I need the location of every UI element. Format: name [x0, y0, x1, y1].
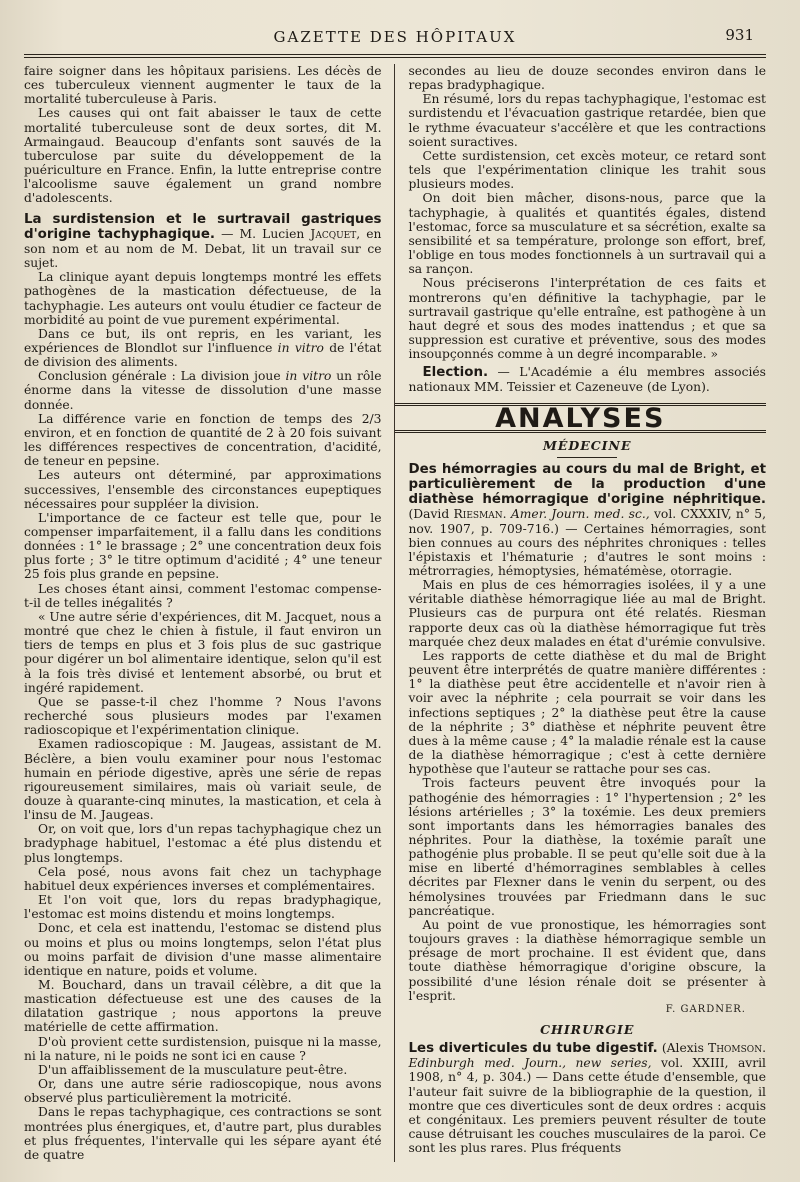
- analyses-section: [395, 403, 767, 433]
- author-name: Thomson: [708, 1041, 763, 1056]
- paragraph: Mais en plus de ces hémorragies isolées, il y a une véritable diathèse hémorragique liée au mal de Bright. Plusieurs cas de purpura ont été relatés. Riesman rapporte deux cas où la diathèse hémorragique fut très marquée chez deux malades en état d'urémie convulsive.: [408, 578, 766, 649]
- paragraph: Trois facteurs peuvent être invoqués pour la pathogénie des hémorragies : 1° l'hypertension ; 2° les lésions artérielles ; 3° la toxémie. Les deux premiers sont importants dans les hémorragies banales des néphrites. Pour la diathèse, la toxémie paraît une pathogénie plus probable. Il se peut qu'elle soit due à la mise en liberté d'hémorragines semblables à celles décrites par Flexner dans le venin du serpent, ou des hémolysines trouvées par Friedmann dans le suc pancréatique.: [408, 776, 766, 918]
- paragraph: Les rapports de cette diathèse et du mal de Bright peuvent être interprétés de quatre manière différentes : 1° la diathèse peut être accidentelle et n'avoir rien à voir avec la néphrite ; cela pourrait se voir dans les infections septiques ; 2° la diathèse peut être la cause de la néphrite ; 3° diathèse et néphrite peuvent être dues à la même cause ; 4° la maladie rénale est la cause de la diathèse hémorragique ; c'est à cette dernière hypothèse que l'auteur se rattache pour ses cas.: [408, 648, 766, 777]
- page-number: 931: [725, 26, 754, 44]
- article-title: Des hémorragies au cours du mal de Bright, et particulièrement de la production d'une diathèse hémorragique d'origine néphritique.: [408, 461, 766, 508]
- author-name: Riesman: [453, 507, 503, 522]
- columns: [24, 64, 766, 1162]
- paragraph: Au point de vue pronostique, les hémorragies sont toujours graves : la diathèse hémorragique semble un présage de mort prochaine. Il est évident que, dans toute diathèse hémorragique d'origine obscure, la possibilité d'une lésion rénale doit se présenter à l'esprit.: [408, 917, 766, 1003]
- author-name: Jacquet: [310, 226, 357, 241]
- paragraph: D'où provient cette surdistension, puisque ni la masse, ni la nature, ni le poids ne sont ici en cause ?: [24, 1034, 382, 1063]
- paragraph: M. Bouchard, dans un travail célèbre, a dit que la mastication défectueuse est une des causes de la dilatation gastrique ; nous apportons la preuve matérielle de cette affirmation.: [24, 978, 382, 1035]
- paragraph: Dans ce but, ils ont repris, en les variant, les expériences de Blondlot sur l'influence in vitro de l'état de division des aliments.: [24, 326, 382, 370]
- header-rule-2: [24, 57, 766, 58]
- paragraph: Examen radioscopique : M. Jaugeas, assistant de M. Béclère, a bien voulu examiner pour nous l'estomac humain en période digestive, après une série de repas rigoureusement similaires, mais où variait seule, de douze à quarante-cinq minutes, la mastication, et cela à l'insu de M. Jaugeas.: [24, 737, 382, 823]
- paragraph: D'un affaiblissement de la musculature peut-être.: [38, 1062, 348, 1077]
- subsection-title: MÉDECINE: [543, 437, 632, 453]
- journal-name: Edinburgh med. Journ., new series,: [408, 1056, 652, 1071]
- paragraph: « Une autre série d'expériences, dit M. Jacquet, nous a montré que chez le chien à fistule, il faut environ un tiers de temps en plus et 3 fois plus de suc gastrique pour digérer un bol alimentaire identique, selon qu'il est à la fois très divisé et lentement absorbé, ou brut et ingéré rapidement.: [24, 609, 382, 695]
- paragraph: Les causes qui ont fait abaisser le taux de cette mortalité tuberculeuse sont de deux sortes, dit M. Armaingaud. Beaucoup d'enfants sont sauvés de la tuberculose par suite du développement de la puériculture en France. Enfin, la lutte entreprise contre l'alcoolisme sauve également un grand nombre d'adolescents.: [24, 106, 382, 206]
- journal-name: Amer. Journ. med. sc.,: [510, 507, 650, 522]
- paragraph: Donc, et cela est inattendu, l'estomac se distend plus ou moins et plus ou moins longtemps, selon l'état plus ou moins parfait de division d'une masse alimentaire identique en nature, poids et volume.: [24, 921, 382, 978]
- paragraph: Les auteurs ont déterminé, par approximations successives, l'ensemble des circonstances eupeptiques nécessaires pour suppléer la division.: [24, 468, 382, 511]
- subsection-rule: [557, 457, 617, 458]
- paragraph: Cela posé, nous avons fait chez un tachyphage habituel deux expériences inverses et complémentaires.: [24, 864, 382, 893]
- subsection-title: CHIRURGIE: [540, 1022, 635, 1037]
- article-heading: Les diverticules du tube digestif. (Alexis Thomson. Edinburgh med. Journ., new series, vol. XXIII, avril 1908, n° 4, p. 304.) — Dans cette étude d'ensemble, que l'auteur fait suivre de la bibliographie de la question, il montre que ces diverticules sont de deux ordres : acquis et congénitaux. Les premiers peuvent résulter de toute cause détruisant les couches musculaires de la paroi. Ce sont les plus rares. Plus fréquents: [408, 1041, 766, 1156]
- paragraph: Conclusion générale : La division joue in vitro un rôle énorme dans la vitesse de dissolution d'une masse donnée.: [24, 369, 382, 412]
- paragraph: Nous préciserons l'interprétation de ces faits et montrerons qu'en définitive la tachyphagie, par le surtravail gastrique qu'elle entraîne, est pathogène à un haut degré et sous des modes inattendus ; et que sa suppression est curative et préventive, sous des modes insoupçonnés comme à un degré incomparable. »: [408, 276, 766, 362]
- election-paragraph: Election. — L'Académie a élu membres associés nationaux MM. Teissier et Cazeneuve (de Lyon).: [408, 365, 766, 395]
- paragraph: secondes au lieu de douze secondes environ dans le repas bradyphagique.: [408, 64, 766, 93]
- paragraph: Cette surdistension, cet excès moteur, ce retard sont tels que l'expérimentation clinique les trahit sous plusieurs modes.: [408, 148, 766, 192]
- article-heading: La surdistension et le surtravail gastriques d'origine tachyphagique. — M. Lucien Jacquet, en son nom et au nom de M. Debat, lit un travail sur ce sujet.: [24, 211, 382, 271]
- section-title: ANALYSES: [495, 402, 666, 434]
- article-title: La surdistension et le surtravail gastriques d'origine tachyphagique.: [24, 211, 382, 242]
- paragraph: Que se passe-t-il chez l'homme ? Nous l'avons recherché sous plusieurs modes par l'examen radioscopique et l'expérimentation clinique.: [24, 694, 382, 738]
- article-title: Les diverticules du tube digestif.: [408, 1041, 658, 1057]
- article-heading: Des hémorragies au cours du mal de Bright, et particulièrement de la production d'une diathèse hémorragique d'origine néphritique. (David Riesman. Amer. Journ. med. sc., vol. CXXXIV, n° 5, nov. 1907, p. 709-716.) — Certaines hémorragies, sont bien connues au cours des néphrites chroniques : telles l'épistaxis et l'hématurie ; d'autres le sont moins : métrorragies, hémoptysies, hématémèse, otorragie.: [408, 461, 766, 578]
- paragraph: On doit bien mâcher, disons-nous, parce que la tachyphagie, à qualités et quantités égales, distend l'estomac, force sa musculature et sa sécrétion, exalte sa sensibilité et sa température, prolonge son effort, bref, l'oblige en tous modes fonctionnels à un surtravail qui a sa rançon.: [408, 191, 766, 277]
- paragraph: Or, on voit que, lors d'un repas tachyphagique chez un bradyphage habituel, l'estomac a été plus distendu et plus longtemps.: [24, 822, 382, 865]
- paragraph: Dans le repas tachyphagique, ces contractions se sont montrées plus énergiques, et, d'autre part, plus durables et plus fréquentes, l'intervalle qui les sépare ayant été de quatre: [24, 1105, 382, 1162]
- page-header: [24, 22, 766, 50]
- right-column: [395, 64, 767, 1162]
- paragraph: La clinique ayant depuis longtemps montré les effets pathogènes de la mastication défectueuse, de la tachyphagie. Les auteurs ont voulu étudier ce facteur de morbidité au point de vue purement expérimental.: [24, 270, 382, 327]
- header-rule: [24, 54, 766, 55]
- paragraph: L'importance de ce facteur est telle que, pour le compenser imparfaitement, il a fallu dans les conditions données : 1° le brassage ; 2° une concentration deux fois plus forte ; 3° le titre optimum d'acidité ; 4° une teneur 25 fois plus grande en pepsine.: [24, 510, 382, 582]
- paragraph: faire soigner dans les hôpitaux parisiens. Les décès de ces tuberculeux viennent augmenter le taux de la mortalité tuberculeuse à Paris.: [24, 64, 382, 107]
- paragraph: En résumé, lors du repas tachyphagique, l'estomac est surdistendu et l'évacuation gastrique retardée, bien que le rythme évacuateur s'accélère et que les contractions soient suractives.: [408, 92, 766, 149]
- paragraph: Or, dans une autre série radioscopique, nous avons observé plus particulièrement la motricité.: [24, 1077, 382, 1106]
- paragraph: Et l'on voit que, lors du repas bradyphagique, l'estomac est moins distendu et moins longtemps.: [24, 893, 382, 922]
- election-title: Election.: [422, 365, 489, 381]
- signature: F. GARDNER.: [665, 1003, 746, 1015]
- paragraph: La différence varie en fonction de temps des 2/3 environ, et en fonction de quantité de 2 à 20 fois suivant les différences respectives de concentration, d'acidité, de teneur en pepsine.: [24, 411, 382, 469]
- paragraph: Les choses étant ainsi, comment l'estomac compense-t-il de telles inégalités ?: [24, 581, 382, 610]
- left-column: [24, 64, 395, 1162]
- journal-title: GAZETTE DES HÔPITAUX: [273, 28, 517, 46]
